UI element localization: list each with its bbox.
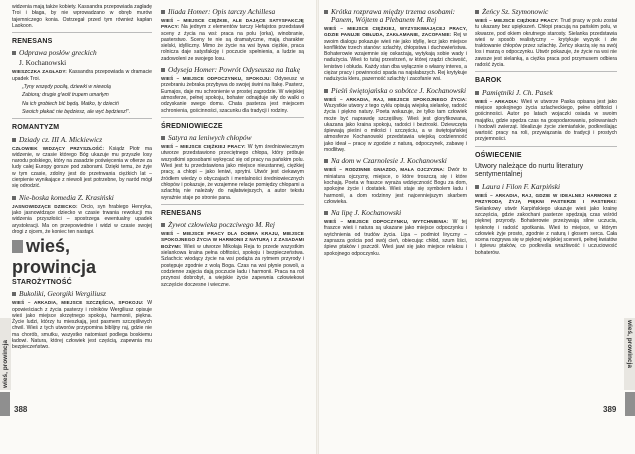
entry-text: WIEŚ – MIEJSCE PRACY DLA DOBRA KRAJU, MIEJSCE SPOKOJNEGO ŻYCIA W HARMONII Z NATURĄ I Z ZASADAMI BOŻYMI: Wieś w utworze Mikołaja Reja to przede wszystkim sielankowa kraina pełna obfitości, spokoju i bezpieczeństwa. Szlachcic wiodący życie na wsi podąża za rytmem przyrody i postępuje zgodnie z wolą Boga. Czas na wsi płynie powoli, a codzienne zajęcia dają poczucie ładu i harmonii. Praca na roli przynosi dobrobyt, a wiejskie życie zapewnia człowiekowi szczęście doczesne i wieczne. xyxy=(161,231,304,288)
verse-line: Na ich grobiech bić będą. Matko, ty dzieciń xyxy=(22,100,119,107)
entry-text: WIEŚ – MIEJSCE ODPOCZYNKU, SPOKOJU: Odyseusz w przebraniu żebraka przybywa do swojej świni na Itakę. Pasterz, Eumajos, daje mu schronienie w prostej zagrodzie. W wiejskiej atmosferze, pełnej spokoju, bohater odnajduje siły do walki o odzyskanie swego domu. Chata pasterza jest miejscem schronienia, gościnności, szacunku dla tradycji i rodziny. xyxy=(161,76,304,114)
work-title: Krótka rozprawa między trzema osobami: Panem, Wójtem a Plebanem M. Rej xyxy=(324,8,467,24)
work-title: Żywot człowieka poczciwego M. Rej xyxy=(161,221,304,229)
book-gutter xyxy=(316,0,319,454)
bullet-square-icon xyxy=(161,223,165,227)
bullet-square-icon xyxy=(475,10,479,14)
entry-text: JASNOWIDZĄCE DZIECKO: Orcio, syn hrabiego Henryka, jako jasnowidzące dziecko w czasie trwania rewolucji ma widzenia przyszłości – spostrzega ewentualny upadek arystokracji. Ma on przepowiednie i widzi w czasie swojej drogi z ojcem, że koniec ten nastąpi. xyxy=(12,203,152,235)
work-title: Nie-boska komedia Z. Krasiński xyxy=(12,194,152,202)
bullet-square-icon xyxy=(324,211,328,215)
divider xyxy=(475,146,617,147)
divider xyxy=(12,118,152,119)
work-title: Pieśń świętojańska o sobótce J. Kochanowski xyxy=(324,87,467,95)
entry-text: WIEŚ – MIEJSCE CIĘŻKIEJ PRACY: Trud pracy w polu został tu ukazany bez upiększeń. Chłopi pracują na pańskim polu, w skwarze, pod okiem okrutnego starosty. Sielanka przedstawia wieś w sposób realistyczny – krytykuje wyzysk i złe traktowanie chłopów przez szlachtę. Żeńcy skarżą się na swój los i marzą o odpoczynku. Utwór pokazuje, że życie na wsi nie zawsze jest sielanką, a ciężka praca pod przymusem odbiera radość życia. xyxy=(475,18,617,69)
work-author: J. Kochanowski xyxy=(19,58,67,68)
entry-text: WIEŚ – ARKADIA, MIEJSCE SZCZĘŚCIA, SPOKOJU: W opowieściach z życia pasterzy i rolników Wergiliusz opisuje wieś jako miejsce skrzętnego spokoju, harmonii, piękna. Życie ludzi, którzy tu mieszkają, jest pasmem szczęśliwych chwil. Wieś z tych utworów przypomina biblijny raj, gdzie nie ma chorób, smutku, wszystko natomiast podlega boskiemu ładowi. Natura, której człowiek jest częścią, zapewnia mu bezpieczeństwo. xyxy=(12,300,152,351)
page-number: 389 xyxy=(603,405,617,414)
entry-text: WIEŚ – MIEJSCE CIĘŻKIE, ALE DAJĄCE SATYSFAKCJĘ PRACY: Na jednym z elementów tarczy Hefajstos przedstawił sceny z życia na wsi: praca na polu (orka), winobranie, pasterstwo. Sceny te nie są dramatyczne, mają charakter sielski, idylliczny. Mimo że życie na wsi bywa ciężkie, praca rolnicza daje satysfakcję i poczucie spełnienia, a ludzie są zadowoleni ze swojego losu. xyxy=(161,18,304,62)
left-page xyxy=(12,4,310,416)
page-tab xyxy=(625,392,635,416)
chapter-title: wieś, prowincja xyxy=(12,236,97,277)
bullet-square-icon xyxy=(12,51,16,55)
verse-line: Zabiorą; drugie g'wolt trupem umarłym xyxy=(22,92,109,99)
page-number: 388 xyxy=(14,405,28,414)
work-title: Satyra na leniwych chłopów xyxy=(161,134,304,142)
work-title: Na dom w Czarnolesie J. Kochanowski xyxy=(324,157,467,165)
entry-text: WIEŚ – MIEJSCE CIĘŻKIEJ, WYZYSKIWAJĄCEJ PRACY, GDZIE PANUJE OBŁUDA, ZAKŁAMANIE, ZACOFANIE: Rej w swoim dialogu pokazuje wieś nie jako idyllę, lecz jako miejsce konfliktów trzech stanów: szlachty, chłopstwa i duchowieństwa. Bohaterowie wzajemnie się oskarżają, wytykają sobie wady i nadużycia. Wieś to tutaj przestrzeń, w której rządzi chciwość, lenistwo i obłuda. Każdy stan dba wyłącznie o własny interes, a ciężar pracy i powinności spada na najsłabszych. Rej krytykuje nadużycia kleru, pazerność szlachty i zacofanie wsi. xyxy=(324,26,467,83)
intro-text: widzenia mają także kobiety. Kassandra przepowiada zagładę Troi i błaga, by nie wprowadzano w obręb murów tajemniczego konia. Ostrzegał przed tym również kapłan Laokoon. xyxy=(12,4,152,29)
section-heading-sredniowiecze: ŚREDNIOWIECZE xyxy=(161,122,223,130)
entry-text: WIESZCZKA ZAGŁADY: Kassandra przepowiada w dramacie upadek Troi. xyxy=(12,69,152,82)
work-title: Bukoliki, Georgiki Wergiliusz xyxy=(12,290,152,298)
bullet-square-icon xyxy=(12,292,16,296)
entry-text: WIEŚ – ARKADIA, RAJ, GDZIE W IDEALNEJ HARMONII Z PRZYRODĄ ŻYJĄ PIĘKNI PASTERZE I PASTERKI: Sielankowy utwór Karpińskiego ukazuje wieś jako krainę szczęścia, gdzie zakochani pasterze spędzają czas wśród pięknej przyrody. Bohaterowie przeżywają silne uczucia, tęsknotę i radość spotkania. Wieś to miejsce, w którym człowiek żyje prosto, zgodnie z naturą i głosem serca. Cała scena rozgrywa się w pięknej wiejskiej scenerii, pełnej kwiatów i śpiewu ptaków, co podkreśla wrażliwość i uczuciowość bohaterów. xyxy=(475,193,617,256)
bullet-square-icon xyxy=(12,196,16,200)
bullet-square-icon xyxy=(12,138,16,142)
work-title: Żeńcy Sz. Szymonowic xyxy=(475,8,617,16)
divider xyxy=(12,32,152,33)
bullet-square-icon xyxy=(324,10,328,14)
bullet-square-icon xyxy=(161,10,165,14)
side-label: wieś, prowincja xyxy=(626,320,633,369)
work-title: Laura i Filon F. Karpiński xyxy=(475,183,617,191)
right-page xyxy=(324,4,622,416)
page-tab xyxy=(0,392,10,416)
bullet-square-icon xyxy=(324,159,328,163)
work-title: Odprawa posłów greckich xyxy=(12,49,152,57)
entry-text: WIEŚ – ARKADIA, RAJ, MIEJSCE SPOKOJNEGO ŻYCIA: Wszystkie utwory z tego cyklu opisują wiejską sielankę, radość życia i piękno natury. Poeta wskazuje, że tylko tam człowiek może być naprawdę szczęśliwy. Wieś jest gloryfikowana, ukazana jako kraina spokoju, radości i beztroski. Dziewczęta śpiewają pieśni o miłości i szczęściu, a w świętojańskiej atmosferze Kochanowski przedstawia wiejską codzienność jako ideał – pracę w zgodzie z naturą, odpoczynek, zabawę i modlitwę. xyxy=(324,96,467,154)
section-heading-renesans: RENESANS xyxy=(12,38,53,46)
divider xyxy=(475,71,617,72)
section-heading-renesans: RENESANS xyxy=(161,209,202,217)
subsection-heading: Utwory należące do nurtu literatury sentymentalnej xyxy=(475,163,584,179)
entry-text: WIEŚ – RODZINNE GNIAZDO, MAŁA OJCZYZNA: Dwór to miniatura ojczyzny, miejsce, o które troszczą się i które kochają. Poeta w fraszce wyraża wdzięczność Bogu za dom, spokojne życie i dostatek. Wieś staje się symbolem ładu i harmonii, a dom rodzinny jest najcenniejszym skarbem człowieka. xyxy=(324,167,467,205)
section-heading-oswiecenie: OŚWIECENIE xyxy=(475,151,522,159)
work-title: Dziady cz. III A. Mickiewicz xyxy=(12,136,152,144)
divider xyxy=(161,117,304,118)
verse-line: „Tyny wszędy pociłą, dziewki w niewolą xyxy=(22,84,111,91)
left-column-2 xyxy=(161,4,304,416)
work-title: Na lipę J. Kochanowski xyxy=(324,209,467,217)
left-column-1-bottom xyxy=(12,274,152,412)
side-label: wieś, prowincja xyxy=(2,339,9,388)
entry-text: WIEŚ – MIEJSCE CIĘŻKIEJ PRACY: W tym średniowiecznym utworze przedstawiono przeciętnego chłopa, który próbuje wszystkimi sposobami wykręcać się od pracy na pańskim polu. Wieś jest tu przedstawiona jako miejsce nieustannej, ciężkiej pracy, a chłopi – jako leniwi, sprytni. Utwór jest ciekawym źródłem wiedzy o obyczajach i mentalności średniowiecznych chłopów i pokazuje, że wzajemne relacje pomiędzy chłopami a szlachtą nie należały do najłatwiejszych, a autor tekstu wyraźnie staje po stronie pana. xyxy=(161,144,304,201)
bullet-square-icon xyxy=(161,136,165,140)
divider xyxy=(161,204,304,205)
work-title: Pamiętniki J. Ch. Pasek xyxy=(475,89,617,97)
chapter-square-icon xyxy=(12,240,23,253)
bullet-square-icon xyxy=(324,89,328,93)
bullet-square-icon xyxy=(475,91,479,95)
section-heading-romantyzm: ROMANTYZM xyxy=(12,124,60,132)
section-heading-barok: BAROK xyxy=(475,77,502,85)
entry-text: CZŁOWIEK WIDZĄCY PRZYSZŁOŚĆ: Ksiądz Piotr ma widzenie, w czasie którego Bóg ukazuje mu przyszłe losy narodu polskiego, który na zasadzie poświęcenia w ofierze za ludy całej Europy gorsze pod zaborami. Dzięki temu, że żyje w tym czasie, zdolny jest do przetrwania ciężkich lat – cierpienie wynikające z niewoli jest potrzebne, by naród mógł się odrodzić. xyxy=(12,145,152,190)
work-title: Odyseja Homer: Powrót Odyseusza na Itakę xyxy=(161,66,304,74)
right-column-1 xyxy=(324,4,467,416)
verse-line: Swoich płakać nie będziesz, ale wyć będziesz!”. xyxy=(22,108,131,115)
entry-text: WIEŚ – MIEJSCE ODPOCZYNKU, WYTCHNIENIA: W tej fraszce wieś i natura są ukazane jako miejsce odpoczynku i wytchnienia od trudów życia. Lipa – podmiot liryczny – zaprasza gościa pod swój cień, obiecując chłód, szum liści, śpiew ptaków i pszczół. Wieś jawi się jako miejsce relaksu i spokojnego odpoczynku. xyxy=(324,219,467,257)
entry-text: WIEŚ – ARKADIA: Wieś w utworze Paska opisana jest jako miejsce spokojnego życia szlacheckiego, pełne obfitości i gościnności. Autor po latach wojaczki osiada w swoim majątku, gdzie spędza czas na gospodarowaniu, polowaniach i hodowli zwierząt. Idealizuje życie ziemiańskie, podkreślając wartość pracy na roli, przywiązania do tradycji i prostych przyjemności. xyxy=(475,98,617,143)
work-title: Iliada Homer: Opis tarczy Achillesa xyxy=(161,8,304,16)
bullet-square-icon xyxy=(475,185,479,189)
section-heading-starozytnosc: STAROŻYTNOŚĆ xyxy=(12,279,72,286)
right-column-2 xyxy=(475,4,617,416)
bullet-square-icon xyxy=(161,68,165,72)
